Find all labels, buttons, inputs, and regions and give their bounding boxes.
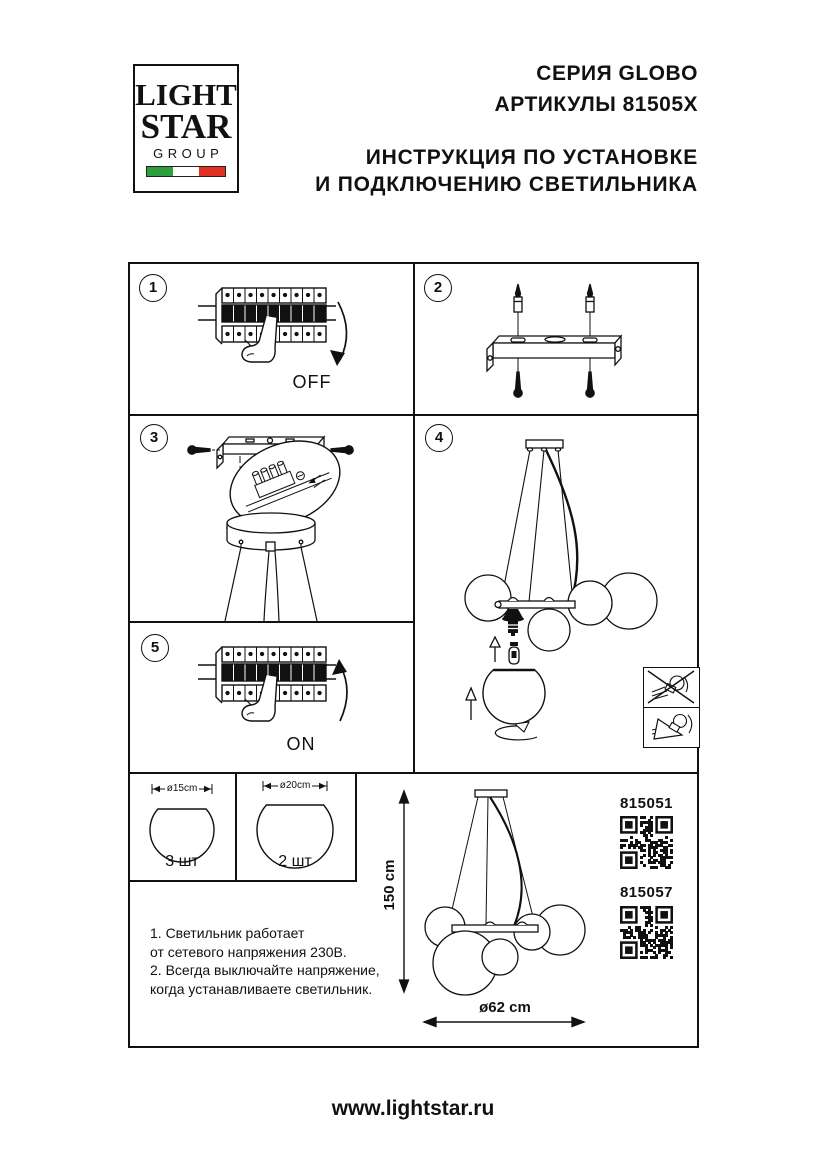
step-2-number: 2 xyxy=(424,274,452,302)
no-bare-hand-warning-icon xyxy=(643,667,700,708)
breaker-off-diagram xyxy=(128,262,413,414)
logo-text-light: LIGHT xyxy=(135,77,237,112)
hold-with-cloth-warning-icon xyxy=(643,707,700,748)
dim-arrow-left-icon xyxy=(262,781,278,791)
safety-notes xyxy=(150,924,430,998)
dim-arrow-right-icon xyxy=(199,784,213,794)
fixture-dimensions-diagram xyxy=(393,780,608,1035)
series-title: СЕРИЯ GLOBO xyxy=(536,62,698,85)
flag-stripe-red xyxy=(199,167,225,176)
logo-text-group: GROUP xyxy=(153,146,224,161)
height-dimension-label: 150 cm xyxy=(381,859,398,911)
instruction-title-line2: И ПОДКЛЮЧЕНИЮ СВЕТИЛЬНИКА xyxy=(315,173,698,196)
articles-title: АРТИКУЛЫ 81505X xyxy=(494,93,698,116)
divider-row3 xyxy=(128,772,699,774)
divider-sizecell-bottom xyxy=(128,880,357,882)
diameter-dimension-label: ø62 cm xyxy=(479,999,531,1016)
dim-arrow-left-icon xyxy=(151,784,165,794)
divider-sizecell-1 xyxy=(235,772,237,882)
qr-code-815051 xyxy=(620,816,673,869)
canopy-wiring-diagram xyxy=(128,416,413,621)
large-globe-dimension: ø20cm xyxy=(247,780,343,791)
flag-stripe-white xyxy=(173,167,199,176)
instruction-title-line1: ИНСТРУКЦИЯ ПО УСТАНОВКЕ xyxy=(365,146,698,169)
note-line: 2. Всегда выключайте напряжение, xyxy=(150,962,380,978)
flag-stripe-green xyxy=(147,167,173,176)
large-globe-quantity: 2 шт xyxy=(278,853,312,870)
off-label: OFF xyxy=(292,372,332,392)
step-3-number: 3 xyxy=(140,424,168,452)
step-5-number: 5 xyxy=(141,634,169,662)
step-4-number: 4 xyxy=(425,424,453,452)
logo-text-star: STAR xyxy=(140,107,232,146)
on-label: ON xyxy=(286,734,316,754)
small-globe-dimension: ø15cm xyxy=(146,783,218,794)
small-globe-quantity: 3 шт xyxy=(165,853,199,870)
product-code-815051: 815051 xyxy=(619,795,674,812)
qr-code-815057 xyxy=(620,906,673,959)
note-line: когда устанавливаете светильник. xyxy=(150,980,373,997)
website-url: www.lightstar.ru xyxy=(331,1097,495,1120)
product-code-815057: 815057 xyxy=(619,884,674,901)
note-line: 1. Светильник работает xyxy=(150,925,305,941)
dim-arrow-right-icon xyxy=(312,781,328,791)
note-line: от сетевого напряжения 230В. xyxy=(150,943,347,960)
italy-flag-icon xyxy=(146,166,226,177)
bracket-anchors-diagram xyxy=(415,262,699,414)
divider-sizecell-2 xyxy=(355,772,357,882)
lightstar-logo xyxy=(133,64,239,193)
step-1-number: 1 xyxy=(139,274,167,302)
